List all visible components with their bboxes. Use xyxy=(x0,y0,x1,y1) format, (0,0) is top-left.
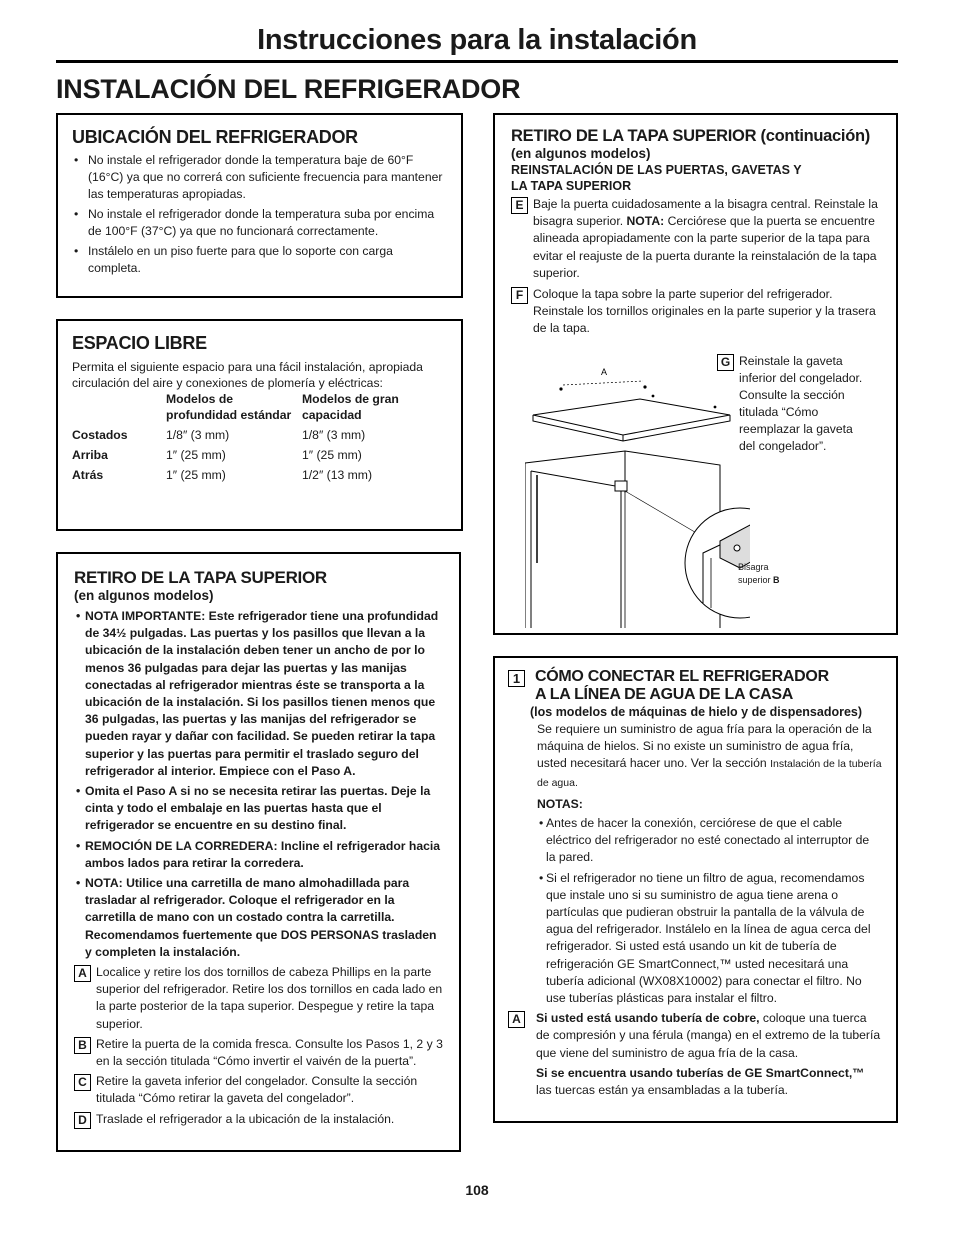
location-box xyxy=(56,113,463,298)
water-line-box xyxy=(493,656,898,1123)
top-removal-box xyxy=(56,552,461,1152)
step-letter: A xyxy=(508,1011,525,1028)
cell-large: 1″ (25 mm) xyxy=(302,448,362,462)
page-header-title: Instrucciones para la instalación xyxy=(257,24,697,56)
list-item: • NOTA: Utilice una carretilla de mano almohadillada para trasladar al refrigerador. Coloque el refrigerador en la carretilla de mano con un costado contra la carretilla. Recomendamos fuertemente que DOS PERSONAS trasladen y completen la instalación. xyxy=(74,875,441,961)
clearance-box xyxy=(56,319,463,531)
step-text: Retire la puerta de la comida fresca. Consulte los Pasos 1, 2 y 3 en la sección titulada “Cómo invertir el vaivén de la puerta”. xyxy=(96,1036,443,1069)
cell-standard: 1″ (25 mm) xyxy=(166,468,226,482)
notes-label: NOTAS: xyxy=(537,796,583,811)
hinge-icon xyxy=(615,481,627,491)
cell-large: 1/2″ (13 mm) xyxy=(302,468,373,482)
step-b xyxy=(74,1036,445,1070)
step-number: 1 xyxy=(508,670,525,687)
water-title-2: A LA LÍNEA DE AGUA DE LA CASA xyxy=(535,686,793,703)
smartconnect-label: Si se encuentra usando tuberías de GE SmartConnect,™ xyxy=(536,1065,865,1080)
step-d xyxy=(74,1111,445,1129)
step-text-part: Baje la puerta cuidadosamente a la bisagra central. Reinstale la bisagra superior. xyxy=(533,197,878,229)
step-text: Reinstale la gaveta inferior del congelador. Consulte la sección titulada “Cómo reemplazar la gaveta del congelador”. xyxy=(739,354,863,453)
step-f xyxy=(511,286,882,338)
water-intro-reference: Instalación de la tubería de agua. xyxy=(537,758,882,789)
step-text: Localice y retire los dos tornillos de cabeza Phillips en la parte superior del refrigerador. Retire los dos tornillos en cada lado en la parte posterior de la tapa superior. Despegue y retire la tapa superior. xyxy=(96,965,443,1031)
copper-label: Si usted está usando tubería de cobre, xyxy=(536,1011,760,1026)
step-a xyxy=(74,964,445,1033)
step-e xyxy=(511,196,882,282)
location-bullets xyxy=(72,152,447,277)
list-item: • NOTA IMPORTANTE: Este refrigerador tiene una profundidad de 34½ pulgadas. Las puertas y los pasillos que llevan a la ubicación de la instalación deben tener un ancho de por lo menos 36 pulgadas para dejar las puertas y las manijas conectadas al refrigerador mientras éste se transporta a la ubicación de la instalación. Si los pasillos tienen menos que 36 pulgadas, las puertas y las manijas del refrigerador se pueden rayar y dañar con facilidad. Se pueden retirar la tapa superior y las puertas para permitir el traslado seguro del refrigerador al interior. Empiece con el Paso A. xyxy=(74,608,441,780)
screw-icon xyxy=(559,387,562,390)
step-text xyxy=(536,1010,882,1062)
step-text: Retire la gaveta inferior del congelador. Consulte la sección titulada “Cómo retirar la gaveta del congelador”. xyxy=(96,1074,418,1106)
list-item: • Si el refrigerador no tiene un filtro de agua, recomendamos que instale uno si su suministro de agua tiene arena o partículas que pudieran obstruir la pantalla de la válvula de agua del refrigerador. Instálelo en la línea de agua cerca del refrigerador. Si usted está usando un kit de tubería de refrigeración GE SmartConnect,™ usted necesitará una tubería adicional (WX08X10002) para conectar el filtro. No use tuberías plásticas para instalar el filtro. xyxy=(537,870,882,1008)
table-row xyxy=(72,465,422,485)
hinge-label-line: superior xyxy=(738,575,771,585)
clearance-title: ESPACIO LIBRE xyxy=(72,333,207,353)
hinge-label-line: Bisagra xyxy=(738,562,769,572)
top-removal-steps xyxy=(74,964,445,1129)
step-letter: A xyxy=(74,965,91,982)
screw-icon xyxy=(643,385,646,388)
step-text: Traslade el refrigerador a la ubicación de la instalación. xyxy=(96,1111,395,1126)
dimension-a-label: A xyxy=(601,367,608,377)
smartconnect-note xyxy=(536,1065,882,1099)
step-letter: B xyxy=(74,1037,91,1054)
water-intro xyxy=(537,721,882,792)
step-text xyxy=(533,196,882,282)
row-label: Costados xyxy=(72,428,128,442)
water-step-a xyxy=(508,1010,882,1062)
refrigerator-top-figure xyxy=(525,363,750,628)
step-text-part: Cerciórese que la puerta se encuentre alineada apropiadamente con la parte superior de la tapa para evitar el reajuste de la puerta durante la reinstalación de la tapa superior. xyxy=(533,214,877,280)
hinge-label xyxy=(738,561,780,587)
table-row xyxy=(72,425,422,445)
table-row xyxy=(72,445,422,465)
list-item: • REMOCIÓN DE LA CORREDERA: Incline el refrigerador hacia ambos lados para retirar la corredera. xyxy=(74,838,441,872)
note-label: NOTA: xyxy=(626,214,665,229)
page-number: 108 xyxy=(465,1182,489,1198)
cell-standard: 1″ (25 mm) xyxy=(166,448,226,462)
col-header-large: Modelos de gran capacidad xyxy=(302,392,399,422)
step-letter: G xyxy=(717,354,734,371)
location-title: UBICACIÓN DEL REFRIGERADOR xyxy=(72,127,358,147)
list-item: • No instale el refrigerador donde la temperatura suba por encima de 100°F (37°C) ya que no funcionará correctamente. xyxy=(72,206,447,240)
screw-icon xyxy=(652,395,655,398)
reinstall-heading-1: REINSTALACIÓN DE LAS PUERTAS, GAVETAS Y xyxy=(511,163,802,177)
smartconnect-text: las tuercas están ya ensambladas a la tubería. xyxy=(536,1083,789,1098)
top-removal-title: RETIRO DE LA TAPA SUPERIOR xyxy=(74,568,327,587)
reinstall-heading-2: LA TAPA SUPERIOR xyxy=(511,179,632,193)
top-removal-subtitle: (en algunos modelos) xyxy=(74,588,214,603)
water-notes xyxy=(537,815,882,1007)
section-title: INSTALACIÓN DEL REFRIGERADOR xyxy=(56,74,521,104)
step-letter: C xyxy=(74,1074,91,1091)
col-header-standard: Modelos de profundidad estándar xyxy=(166,392,292,422)
cell-large: 1/8″ (3 mm) xyxy=(302,428,366,442)
step-text-part: coloque una tuerca de compresión y una férula (manga) en el extremo de la tubería que viene del suministro de agua fría de la casa. xyxy=(536,1011,881,1060)
list-item: • Antes de hacer la conexión, cerciórese de que el cable eléctrico del refrigerador no esté conectado al interruptor de la pared. xyxy=(537,815,882,867)
step-text: Coloque la tapa sobre la parte superior del refrigerador. Reinstale los tornillos originales en la parte superior y la trasera de la tapa. xyxy=(533,287,876,336)
step-c xyxy=(74,1073,445,1107)
list-item: • Instálelo en un piso fuerte para que lo soporte con carga completa. xyxy=(72,243,447,277)
step-letter: F xyxy=(511,287,528,304)
hinge-label-b: B xyxy=(773,575,780,585)
clearance-intro: Permita el siguiente espacio para una fácil instalación, apropiada circulación del aire y conexiones de plomería y eléctricas: xyxy=(72,360,423,390)
cell-standard: 1/8″ (3 mm) xyxy=(166,428,230,442)
step-letter: E xyxy=(511,197,528,214)
header-rule xyxy=(56,60,898,63)
clearance-table xyxy=(72,391,422,485)
continued-subtitle: (en algunos modelos) xyxy=(511,146,651,161)
top-removal-continued-box xyxy=(493,113,898,635)
row-label: Atrás xyxy=(72,468,104,482)
row-label: Arriba xyxy=(72,448,108,462)
water-intro-text: Se requiere un suministro de agua fría para la operación de la máquina de hielos. Si no existe un suministro de agua fría, usted necesitará hacer uno. Ver la sección xyxy=(537,722,872,771)
list-item: • No instale el refrigerador donde la temperatura baje de 60°F (16°C) ya que no correrá con suficiente frecuencia para mantener las temperaturas apropiadas. xyxy=(72,152,447,203)
continued-title: RETIRO DE LA TAPA SUPERIOR (continuación) xyxy=(511,127,870,145)
list-item: • Omita el Paso A si no se necesita retirar las puertas. Deje la cinta y todo el embalaje en las puertas hasta que el refrigerador se encuentre en su destino final. xyxy=(74,783,441,835)
water-subtitle: (los modelos de máquinas de hielo y de dispensadores) xyxy=(530,705,863,719)
top-cover xyxy=(533,399,730,435)
water-title-1: CÓMO CONECTAR EL REFRIGERADOR xyxy=(535,668,829,685)
top-removal-bullets xyxy=(74,608,445,961)
step-letter: D xyxy=(74,1112,91,1129)
screw-icon xyxy=(714,406,717,409)
